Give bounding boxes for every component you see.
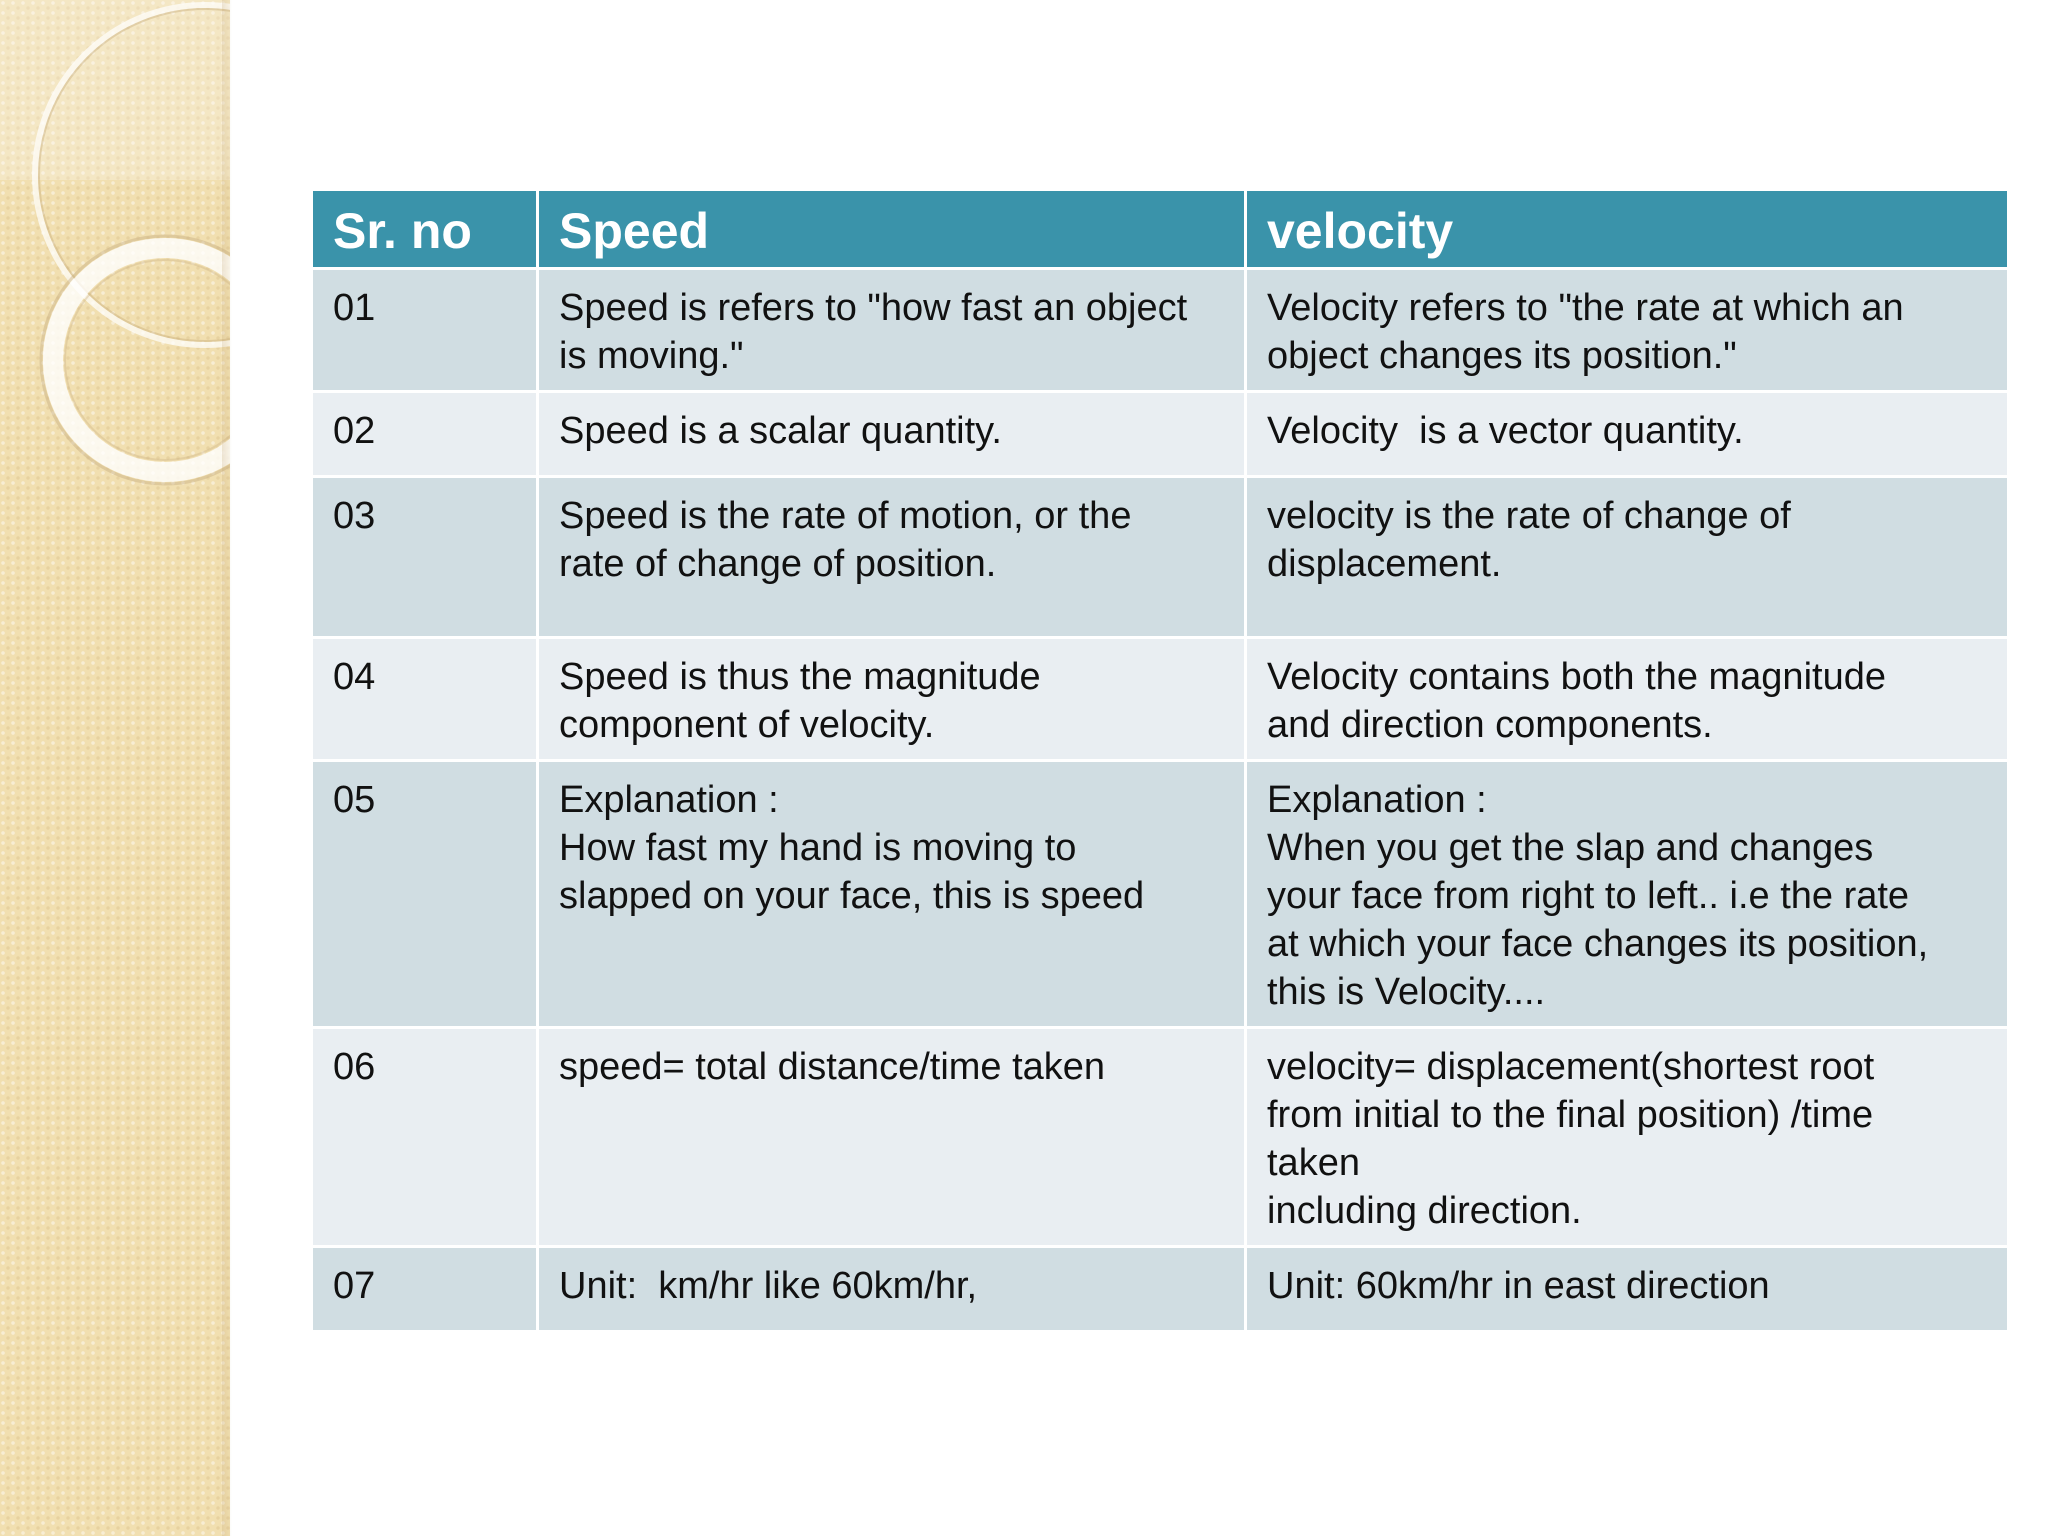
table-header-row xyxy=(312,190,2009,269)
table-row xyxy=(312,1247,2009,1332)
cell-speed xyxy=(538,392,1246,477)
cell-text-line: How fast my hand is moving to xyxy=(559,827,1077,869)
speed-velocity-comparison-table xyxy=(310,188,2010,1333)
cell-sr-no: 05 xyxy=(312,761,538,1028)
table-row xyxy=(312,1028,2009,1247)
cell-text-line: taken xyxy=(1267,1142,1360,1184)
cell-sr-no: 06 xyxy=(312,1028,538,1247)
cell-text-line: Speed is the rate of motion, or the xyxy=(559,495,1132,537)
cell-text-line: from initial to the final position) /time xyxy=(1267,1094,1874,1136)
cell-text-line: object changes its position." xyxy=(1267,335,1737,377)
cell-text-line: Velocity is a vector quantity. xyxy=(1267,410,1744,452)
cell-text-line: and direction components. xyxy=(1267,704,1713,746)
cell-text-line: slapped on your face, this is speed xyxy=(559,875,1145,917)
cell-sr-no: 02 xyxy=(312,392,538,477)
cell-text-line: rate of change of position. xyxy=(559,543,997,585)
cell-text-line: velocity= displacement(shortest root xyxy=(1267,1046,1875,1088)
cell-speed xyxy=(538,477,1246,638)
cell-sr-no: 03 xyxy=(312,477,538,638)
cell-text-line: Speed is a scalar quantity. xyxy=(559,410,1002,452)
header-speed: Speed xyxy=(538,190,1246,269)
cell-text-line: Explanation : xyxy=(559,779,779,821)
cell-sr-no: 07 xyxy=(312,1247,538,1332)
table-row xyxy=(312,392,2009,477)
cell-sr-no: 04 xyxy=(312,638,538,761)
cell-speed xyxy=(538,638,1246,761)
cell-velocity xyxy=(1246,269,2009,392)
cell-sr-no: 01 xyxy=(312,269,538,392)
decorative-rings xyxy=(0,0,230,1536)
cell-text-line: Explanation : xyxy=(1267,779,1487,821)
cell-text-line: Speed is refers to "how fast an object xyxy=(559,287,1188,329)
cell-text-line: displacement. xyxy=(1267,543,1502,585)
side-strip-shadow xyxy=(222,0,232,1536)
cell-text-line: Velocity contains both the magnitude xyxy=(1267,656,1886,698)
cell-text-line: at which your face changes its position, xyxy=(1267,923,1929,965)
table-row xyxy=(312,269,2009,392)
cell-velocity xyxy=(1246,392,2009,477)
cell-text-line: Velocity refers to "the rate at which an xyxy=(1267,287,1904,329)
cell-speed xyxy=(538,1028,1246,1247)
cell-text-line: Unit: 60km/hr in east direction xyxy=(1267,1265,1770,1307)
cell-text-line: When you get the slap and changes xyxy=(1267,827,1874,869)
cell-speed xyxy=(538,1247,1246,1332)
cell-text-line: including direction. xyxy=(1267,1190,1582,1232)
cell-text-line: velocity is the rate of change of xyxy=(1267,495,1791,537)
cell-text-line: component of velocity. xyxy=(559,704,935,746)
header-sr-no: Sr. no xyxy=(312,190,538,269)
cell-text-line: speed= total distance/time taken xyxy=(559,1046,1106,1088)
cell-velocity xyxy=(1246,1247,2009,1332)
table-row xyxy=(312,477,2009,638)
cell-text-line: Unit: km/hr like 60km/hr, xyxy=(559,1265,978,1307)
cell-text-line: Speed is thus the magnitude xyxy=(559,656,1041,698)
cell-text-line: is moving." xyxy=(559,335,744,377)
cell-velocity xyxy=(1246,477,2009,638)
cell-velocity xyxy=(1246,761,2009,1028)
cell-speed xyxy=(538,761,1246,1028)
table-row xyxy=(312,761,2009,1028)
cell-velocity xyxy=(1246,638,2009,761)
header-velocity: velocity xyxy=(1246,190,2009,269)
cell-text-line: this is Velocity.... xyxy=(1267,971,1546,1013)
cell-velocity xyxy=(1246,1028,2009,1247)
cell-text-line: your face from right to left.. i.e the rate xyxy=(1267,875,1910,917)
decorative-side-strip xyxy=(0,0,230,1536)
cell-speed xyxy=(538,269,1246,392)
table-row xyxy=(312,638,2009,761)
